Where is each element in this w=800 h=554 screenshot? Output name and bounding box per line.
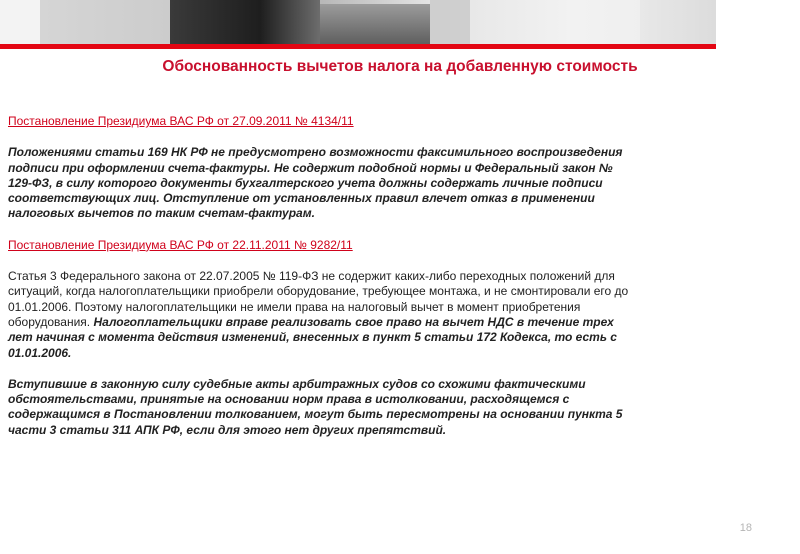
header-red-stripe bbox=[0, 44, 716, 49]
section3-line: части 3 статьи 311 АПК РФ, если для этого нет других препятствий. bbox=[8, 422, 447, 437]
section1-line: Положениями статьи 169 НК РФ не предусмотрено возможности факсимильного воспроизведения bbox=[8, 145, 623, 160]
section2-line: 01.01.2006. Поэтому налогоплательщики не имели права на налоговый вычет в момент приобретения bbox=[8, 299, 581, 314]
section2-plain-text: оборудования. bbox=[8, 314, 94, 329]
section3-line: содержащимся в Постановлении толкованием, могут быть пересмотрены на основании пункта 5 bbox=[8, 407, 623, 422]
slide-body bbox=[8, 114, 760, 438]
section2-line-mixed bbox=[8, 315, 760, 330]
section3-line: обстоятельствами, принятые на основании норм права в истолковании, расходящемся с bbox=[8, 392, 570, 407]
section2-line: Статья 3 Федерального закона от 22.07.2005 № 119-ФЗ не содержит каких-либо переходных положений для bbox=[8, 269, 615, 284]
section1-line: соответствующих лиц. Отступление от установленных правил влечет отказ в применении bbox=[8, 191, 595, 206]
slide-title: Обоснованность вычетов налога на добавленную стоимость bbox=[162, 58, 638, 75]
resolution-heading-2[interactable]: Постановление Президиума ВАС РФ от 22.11.2011 № 9282/11 bbox=[8, 237, 353, 252]
page-number: 18 bbox=[739, 522, 752, 534]
section1-line: налоговых вычетов по таким счетам-фактурам. bbox=[8, 206, 315, 221]
section2-line: 01.01.2006. bbox=[8, 345, 72, 360]
section1-line: 129-ФЗ, в силу которого документы бухгалтерского учета должны содержать личные подписи bbox=[8, 175, 603, 190]
section2-bold-text: Налогоплательщики вправе реализовать свое право на вычет НДС в течение трех bbox=[93, 314, 614, 329]
section2-line: лет начиная с момента действия изменений, внесенных в пункт 5 статьи 172 Кодекса, то есть с bbox=[8, 330, 617, 345]
resolution-heading-1[interactable]: Постановление Президиума ВАС РФ от 27.09.2011 № 4134/11 bbox=[8, 114, 354, 128]
section1-line: подписи при оформлении счета-фактуры. Не содержит подобной нормы и Федеральный закон № bbox=[8, 160, 613, 175]
section2-line: ситуаций, когда налогоплательщики приобрели оборудование, требующее монтажа, и не смонтировали его до bbox=[8, 284, 629, 299]
section3-line: Вступившие в законную силу судебные акты арбитражных судов со схожими фактическими bbox=[8, 376, 586, 391]
header-photo-banner bbox=[0, 0, 716, 44]
